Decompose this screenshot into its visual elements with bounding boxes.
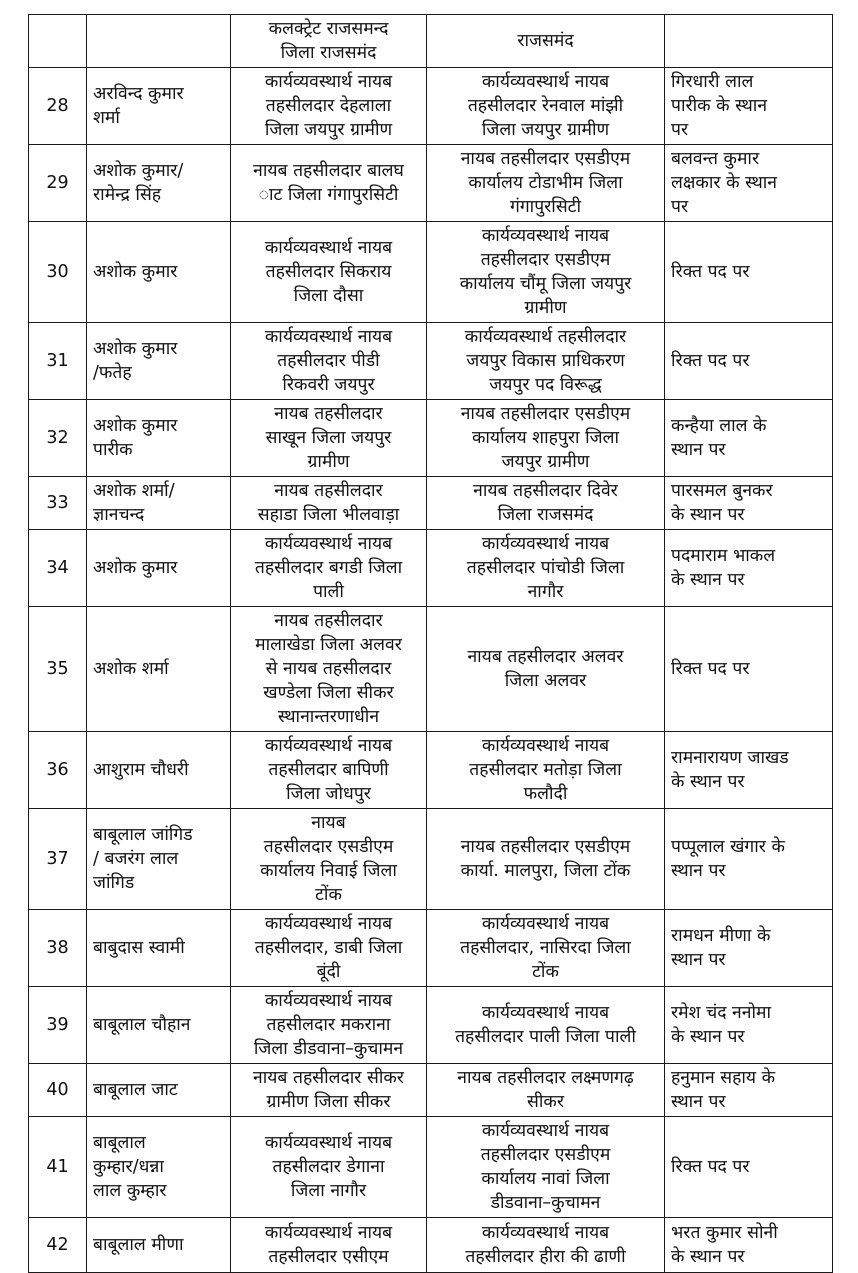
serial-number: 40 (29, 1064, 87, 1117)
new-posting: कार्यव्यवस्थार्थ तहसीलदार जयपुर विकास प्राधिकरण जयपुर पद विरूद्ध (427, 323, 665, 400)
remark: रिक्त पद पर (665, 1117, 833, 1218)
current-posting: कार्यव्यवस्थार्थ नायब तहसीलदार, डाबी जिला बूंदी (231, 910, 427, 987)
serial-number: 39 (29, 987, 87, 1064)
new-posting: कार्यव्यवस्थार्थ नायब तहसीलदार हीरा की ढाणी (427, 1218, 665, 1273)
serial-number: 31 (29, 323, 87, 400)
current-posting: कलक्ट्रेट राजसमन्द जिला राजसमंद (231, 15, 427, 68)
current-posting: कार्यव्यवस्थार्थ नायब तहसीलदार डेगाना जिला नागौर (231, 1117, 427, 1218)
serial-number: 42 (29, 1218, 87, 1273)
new-posting: कार्यव्यवस्थार्थ नायब तहसीलदार, नासिरदा जिला टोंक (427, 910, 665, 987)
table-row (29, 323, 833, 400)
table-row (29, 910, 833, 987)
table-row (29, 809, 833, 910)
remark: रामधन मीणा के स्थान पर (665, 910, 833, 987)
current-posting: कार्यव्यवस्थार्थ नायब तहसीलदार बापिणी जिला जोधपुर (231, 732, 427, 809)
new-posting: नायब तहसीलदार लक्ष्मणगढ़ सीकर (427, 1064, 665, 1117)
remark: पप्पूलाल खंगार के स्थान पर (665, 809, 833, 910)
remark: बलवन्त कुमार लक्षकार के स्थान पर (665, 145, 833, 222)
current-posting: नायब तहसीलदार एसडीएम कार्यालय निवाई जिला टोंक (231, 809, 427, 910)
table-row (29, 222, 833, 323)
remark: हनुमान सहाय के स्थान पर (665, 1064, 833, 1117)
new-posting: कार्यव्यवस्थार्थ नायब तहसीलदार मतोड़ा जिला फलौदी (427, 732, 665, 809)
officer-name: अशोक शर्मा/ ज्ञानचन्द (87, 477, 231, 530)
current-posting: नायब तहसीलदार मालाखेडा जिला अलवर से नायब तहसीलदार खण्डेला जिला सीकर स्थानान्तरणाधीन (231, 607, 427, 732)
remark (665, 15, 833, 68)
serial-number: 38 (29, 910, 87, 987)
table-row (29, 607, 833, 732)
current-posting: कार्यव्यवस्थार्थ नायब तहसीलदार मकराना जिला डीडवाना–कुचामन (231, 987, 427, 1064)
remark: रामनारायण जाखड के स्थान पर (665, 732, 833, 809)
officer-name: अरविन्द कुमार शर्मा (87, 68, 231, 145)
officer-name (87, 15, 231, 68)
new-posting: नायब तहसीलदार एसडीएम कार्यालय टोडाभीम जिला गंगापुरसिटी (427, 145, 665, 222)
serial-number (29, 15, 87, 68)
officer-name: अशोक कुमार (87, 530, 231, 607)
current-posting: कार्यव्यवस्थार्थ नायब तहसीलदार पीडी रिकवरी जयपुर (231, 323, 427, 400)
remark: रमेश चंद ननोमा के स्थान पर (665, 987, 833, 1064)
table-row (29, 530, 833, 607)
serial-number: 30 (29, 222, 87, 323)
current-posting: कार्यव्यवस्थार्थ नायब तहसीलदार देहलाला जिला जयपुर ग्रामीण (231, 68, 427, 145)
officer-name: अशोक कुमार/ रामेन्द्र सिंह (87, 145, 231, 222)
current-posting: कार्यव्यवस्थार्थ नायब तहसीलदार एसीएम (231, 1218, 427, 1273)
serial-number: 33 (29, 477, 87, 530)
new-posting: कार्यव्यवस्थार्थ नायब तहसीलदार पांचोडी जिला नागौर (427, 530, 665, 607)
current-posting: नायब तहसीलदार साखून जिला जयपुर ग्रामीण (231, 400, 427, 477)
officer-name: बाबूलाल जाट (87, 1064, 231, 1117)
remark: रिक्त पद पर (665, 607, 833, 732)
serial-number: 34 (29, 530, 87, 607)
new-posting: नायब तहसीलदार एसडीएम कार्या. मालपुरा, जिला टोंक (427, 809, 665, 910)
officer-name: बाबूलाल कुम्हार/धन्ना लाल कुम्हार (87, 1117, 231, 1218)
table-row (29, 400, 833, 477)
officer-name: अशोक कुमार /फतेह (87, 323, 231, 400)
table-row (29, 987, 833, 1064)
transfer-order-table (28, 14, 833, 1273)
current-posting: कार्यव्यवस्थार्थ नायब तहसीलदार सिकराय जिला दौसा (231, 222, 427, 323)
officer-name: बाबूलाल जांगिड / बजरंग लाल जांगिड (87, 809, 231, 910)
current-posting: कार्यव्यवस्थार्थ नायब तहसीलदार बगडी जिला पाली (231, 530, 427, 607)
table-row (29, 1117, 833, 1218)
current-posting: नायब तहसीलदार बालघ ाट जिला गंगापुरसिटी (231, 145, 427, 222)
new-posting: नायब तहसीलदार अलवर जिला अलवर (427, 607, 665, 732)
serial-number: 37 (29, 809, 87, 910)
officer-name: बाबूलाल मीणा (87, 1218, 231, 1273)
officer-name: बाबुदास स्वामी (87, 910, 231, 987)
remark: रिक्त पद पर (665, 323, 833, 400)
table-row (29, 68, 833, 145)
table-row (29, 1218, 833, 1273)
officer-name: अशोक कुमार (87, 222, 231, 323)
current-posting: नायब तहसीलदार सीकर ग्रामीण जिला सीकर (231, 1064, 427, 1117)
remark: भरत कुमार सोनी के स्थान पर (665, 1218, 833, 1273)
new-posting: कार्यव्यवस्थार्थ नायब तहसीलदार एसडीएम कार्यालय चौंमू जिला जयपुर ग्रामीण (427, 222, 665, 323)
new-posting: नायब तहसीलदार दिवेर जिला राजसमंद (427, 477, 665, 530)
table-row (29, 732, 833, 809)
new-posting: कार्यव्यवस्थार्थ नायब तहसीलदार एसडीएम कार्यालय नावां जिला डीडवाना–कुचामन (427, 1117, 665, 1218)
remark: रिक्त पद पर (665, 222, 833, 323)
current-posting: नायब तहसीलदार सहाडा जिला भीलवाड़ा (231, 477, 427, 530)
officer-name: अशोक कुमार पारीक (87, 400, 231, 477)
new-posting: कार्यव्यवस्थार्थ नायब तहसीलदार रेनवाल मांझी जिला जयपुर ग्रामीण (427, 68, 665, 145)
remark: गिरधारी लाल पारीक के स्थान पर (665, 68, 833, 145)
remark: पारसमल बुनकर के स्थान पर (665, 477, 833, 530)
remark: पदमाराम भाकल के स्थान पर (665, 530, 833, 607)
serial-number: 28 (29, 68, 87, 145)
new-posting: नायब तहसीलदार एसडीएम कार्यालय शाहपुरा जिला जयपुर ग्रामीण (427, 400, 665, 477)
serial-number: 41 (29, 1117, 87, 1218)
officer-name: आशुराम चौधरी (87, 732, 231, 809)
continued-header-row (29, 15, 833, 68)
table-row (29, 477, 833, 530)
new-posting: राजसमंद (427, 15, 665, 68)
officer-name: बाबूलाल चौहान (87, 987, 231, 1064)
remark: कन्हैया लाल के स्थान पर (665, 400, 833, 477)
serial-number: 32 (29, 400, 87, 477)
new-posting: कार्यव्यवस्थार्थ नायब तहसीलदार पाली जिला पाली (427, 987, 665, 1064)
officer-name: अशोक शर्मा (87, 607, 231, 732)
serial-number: 36 (29, 732, 87, 809)
serial-number: 29 (29, 145, 87, 222)
table-row (29, 145, 833, 222)
serial-number: 35 (29, 607, 87, 732)
table-row (29, 1064, 833, 1117)
